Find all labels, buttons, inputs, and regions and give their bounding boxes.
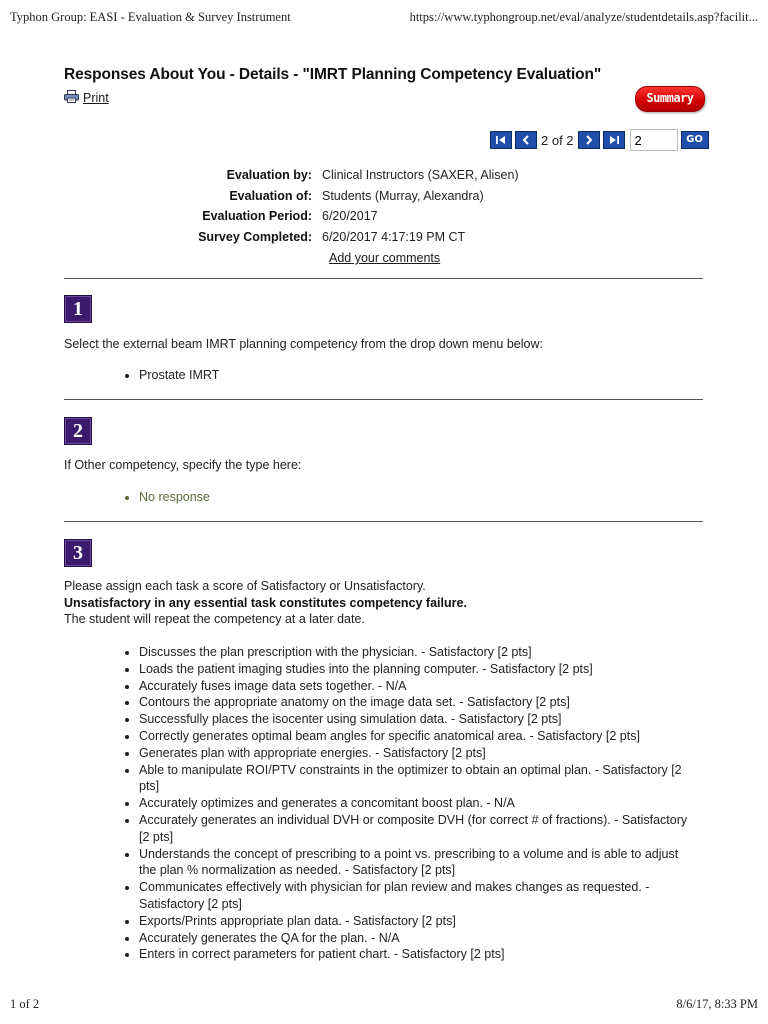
pdf-page-number: 1 of 2 [10,997,40,1011]
meta-value: 6/20/2017 [322,209,378,223]
meta-key: Evaluation of: [229,188,312,203]
divider [64,278,703,279]
prev-page-button[interactable] [515,131,537,149]
printer-icon [64,90,79,106]
answer-list [125,489,699,506]
answer-item: • Successfully places the isocenter using simulation data. - Satisfactory [2 pts] [139,711,699,728]
meta-key: Evaluation Period: [202,209,312,223]
divider [64,521,703,522]
page-indicator: 2 of 2 [541,132,574,148]
meta-value: Clinical Instructors (SAXER, Alisen) [322,168,519,182]
pdf-footer [10,997,758,1013]
answer-item: • Accurately generates an individual DVH or composite DVH (for correct # of fractions). - Satisfactory [2 pts] [139,812,699,846]
question-text [64,578,704,628]
answer-item: • Accurately generates the QA for the plan. - N/A [139,930,699,947]
answer-item: • Correctly generates optimal beam angles for specific anatomical area. - Satisfactory [2 pts] [139,728,699,745]
print-label: Print [83,91,109,105]
chevron-right-icon [583,135,595,145]
question-text: Select the external beam IMRT planning competency from the drop down menu below: [64,337,543,351]
go-button[interactable]: GO [681,131,709,149]
meta-key: Survey Completed: [198,230,312,244]
chevron-left-icon [520,135,532,145]
page-number-input[interactable] [630,129,678,151]
answer-item: • Generates plan with appropriate energies. - Satisfactory [2 pts] [139,745,699,762]
answer-item: • Accurately fuses image data sets together. - N/A [139,678,699,695]
answer-item: • Discusses the plan prescription with the physician. - Satisfactory [2 pts] [139,644,699,661]
meta-row-evaluation-period [0,209,768,227]
answer-item: • Enters in correct parameters for patient chart. - Satisfactory [2 pts] [139,946,699,963]
divider [64,399,703,400]
answer-item: • Communicates effectively with physician for plan review and makes changes as requested. - Satisfactory [2 pts] [139,879,699,913]
answer-item: • No response [139,489,699,506]
meta-value: Students (Murray, Alexandra) [322,188,484,203]
summary-button[interactable]: Summary [635,86,705,112]
answer-item: • Prostate IMRT [139,367,699,384]
first-page-icon [495,135,507,145]
meta-row-survey-completed [0,230,768,248]
next-page-button[interactable] [578,131,600,149]
pager [490,127,709,153]
pdf-header-url: https://www.typhongroup.net/eval/analyze/studentdetails.asp?facilit... [409,10,758,24]
meta-key: Evaluation by: [226,168,312,182]
question-number-badge: 1 [64,295,92,323]
question-number-badge: 2 [64,417,92,445]
pdf-header [10,10,758,26]
add-comments-link[interactable]: Add your comments [329,251,441,265]
question-text-line-bold: Unsatisfactory in any essential task constitutes competency failure. [64,595,467,610]
question-text: If Other competency, specify the type here: [64,458,302,472]
answer-item: • Able to manipulate ROI/PTV constraints in the optimizer to obtain an optimal plan. - Satisfactory [2 pts] [139,762,699,796]
first-page-button[interactable] [490,131,512,149]
meta-row-evaluation-by [0,168,768,186]
answer-item: • Accurately optimizes and generates a concomitant boost plan. - N/A [139,795,699,812]
pdf-header-title: Typhon Group: EASI - Evaluation & Survey Instrument [10,10,291,24]
answer-item: • Understands the concept of prescribing to a point vs. prescribing to a volume and is able to adjust the plan % normalization as needed. - Satisfactory [2 pts] [139,846,699,880]
last-page-icon [608,135,620,145]
answer-list [125,644,699,963]
answer-item: • Contours the appropriate anatomy on the image data set. - Satisfactory [2 pts] [139,694,699,711]
pdf-print-datetime: 8/6/17, 8:33 PM [676,997,758,1011]
answer-item: • Loads the patient imaging studies into the planning computer. - Satisfactory [2 pts] [139,661,699,678]
page-title: Responses About You - Details - "IMRT Planning Competency Evaluation" [64,66,602,83]
answer-item: • Exports/Prints appropriate plan data. - Satisfactory [2 pts] [139,913,699,930]
print-link[interactable] [64,90,109,106]
last-page-button[interactable] [603,131,625,149]
question-text-line: The student will repeat the competency at a later date. [64,612,365,626]
meta-row-evaluation-of [0,189,768,207]
meta-value: 6/20/2017 4:17:19 PM CT [322,230,466,244]
question-number-badge: 3 [64,539,92,567]
answer-list [125,367,699,384]
question-text-line: Please assign each task a score of Satisfactory or Unsatisfactory. [64,579,426,593]
